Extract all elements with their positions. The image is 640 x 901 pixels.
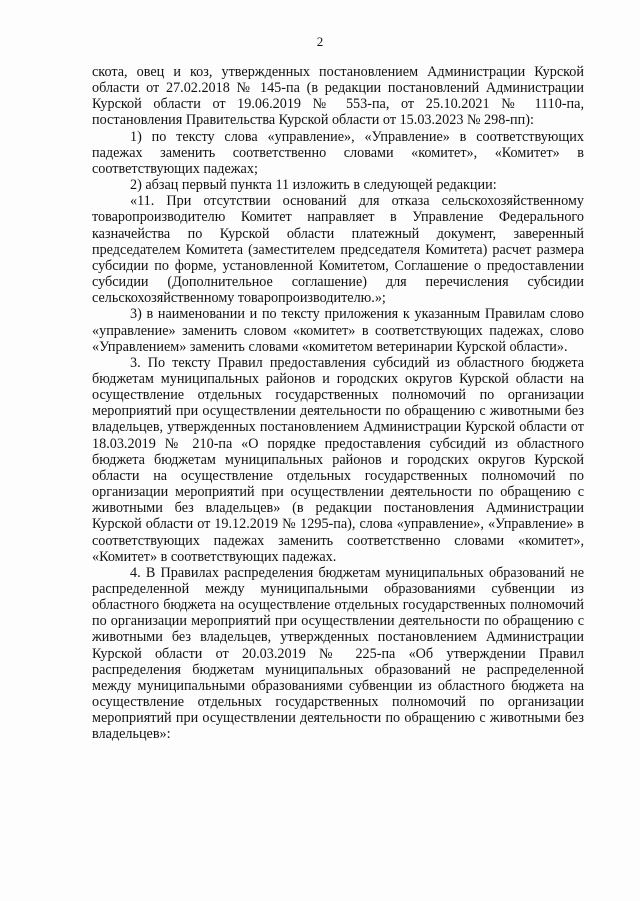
paragraph-section-3: 3. По тексту Правил предоставления субсидий из областного бюджета бюджетам муниципальных районов и городских округов Курской области на осуществление отдельных государственных полномочий по организации мероприятий при осуществлении деятельности по обращению с животными без владельцев, утвержденных постановлением Администрации Курской области от 18.03.2019 № 210-па «О порядке предоставления субсидий из областного бюджета бюджетам муниципальных районов и городских округов Курской области на осуществление отдельных государственных полномочий по организации мероприятий при осуществлении деятельности по обращению с животными без владельцев» (в редакции постановления Администрации Курской области от 19.12.2019 № 1295-па), слова «управление», «Управление» в соответствующих падежах заменить соответственно словами «комитет», «Комитет» в соответствующих падежах. xyxy=(92,354,584,565)
paragraph-quoted-clause-11: «11. При отсутствии оснований для отказа сельскохозяйственному товаропроизводителю Комитет направляет в Управление Федерального казначейства по Курской области платежный документ, заверенный председателем Комитета (заместителем председателя Комитета) расчет размера субсидии по форме, установленной Комитетом, Соглашение о предоставлении субсидии (Дополнительное соглашение) для перечисления субсидии сельскохозяйственному товаропроизводителю.»; xyxy=(92,193,584,307)
paragraph-item-2: 2) абзац первый пункта 11 изложить в следующей редакции: xyxy=(130,177,497,194)
page-number: 2 xyxy=(316,34,324,49)
paragraph-section-4: 4. В Правилах распределения бюджетам муниципальных образований не распределенной между муниципальными образованиями субвенции из областного бюджета на осуществление отдельных государственных полномочий по организации мероприятий при осуществлении деятельности по обращению с животными без владельцев, утвержденных постановлением Администрации Курской области от 20.03.2019 № 225-па «Об утверждении Правил распределения бюджетам муниципальных образований не распределенной между муниципальными образованиями субвенции из областного бюджета на осуществление отдельных государственных полномочий по организации мероприятий при осуществлении деятельности по обращению с животными без владельцев»: xyxy=(92,564,584,743)
paragraph-item-1: 1) по тексту слова «управление», «Управление» в соответствующих падежах заменить соответственно словами «комитет», «Комитет» в соответствующих падежах; xyxy=(92,128,584,177)
paragraph-continuation: скота, овец и коз, утвержденных постановлением Администрации Курской области от 27.02.2018 № 145-па (в редакции постановлений Администрации Курской области от 19.06.2019 № 553-па, от 25.10.2021 № 1110-па, постановления Правительства Курской области от 15.03.2023 № 298-пп): xyxy=(92,64,584,129)
paragraph-item-3: 3) в наименовании и по тексту приложения к указанным Правилам слово «управление» заменить словом «комитет» в соответствующих падежах, слово «Управлением» заменить словами «комитетом ветеринарии Курской области». xyxy=(92,306,584,355)
document-body xyxy=(92,64,584,743)
